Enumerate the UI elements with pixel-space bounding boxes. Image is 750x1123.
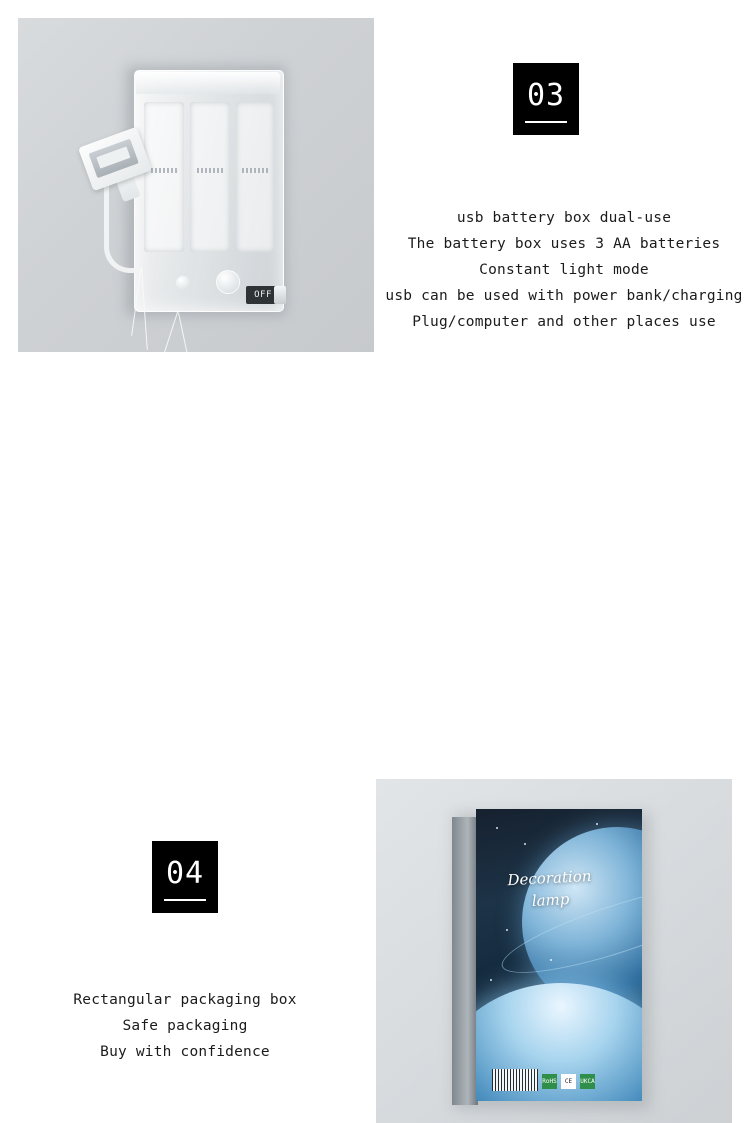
battery-box-screw: [176, 276, 190, 290]
rohs-logo: RoHS: [542, 1074, 557, 1089]
battery-box-knob: [216, 270, 240, 294]
section-number-04: 04: [165, 856, 205, 891]
battery-slot: [144, 102, 184, 252]
battery-spring: [242, 168, 268, 173]
battery-slot: [236, 102, 274, 252]
section-03-copy: [378, 205, 750, 335]
battery-box-lid: [136, 72, 280, 94]
section-number-03: 03: [526, 78, 566, 113]
copy-line: Safe packaging: [122, 1018, 248, 1034]
usb-battery-box-photo: [18, 18, 374, 352]
star-icon: [596, 823, 598, 825]
star-icon: [524, 843, 526, 845]
copy-line: Plug/computer and other places use: [412, 314, 716, 330]
section-number-badge-04: [152, 841, 218, 913]
packaging-box-front: [476, 809, 642, 1101]
led-wire: [159, 311, 178, 352]
packaging-box-photo: [376, 779, 732, 1123]
packaging-box-spine: [452, 817, 478, 1105]
star-icon: [490, 979, 492, 981]
led-wire: [178, 313, 191, 352]
badge-underline: [164, 899, 206, 901]
section-03: [0, 0, 750, 385]
battery-spring: [197, 168, 223, 173]
ce-logo: CE: [561, 1074, 576, 1089]
copy-line: usb can be used with power bank/charging: [385, 288, 743, 304]
section-04-copy: [20, 987, 350, 1065]
star-icon: [496, 827, 498, 829]
packaging-title-line-2: lamp: [531, 890, 570, 910]
certification-logos: [542, 1074, 595, 1089]
copy-line: The battery box uses 3 AA batteries: [407, 236, 721, 252]
copy-line: Constant light mode: [479, 262, 649, 278]
star-icon: [506, 929, 508, 931]
star-icon: [550, 959, 552, 961]
ukca-logo: UKCA: [580, 1074, 595, 1089]
section-number-badge-03: [513, 63, 579, 135]
barcode-graphic: [492, 1069, 538, 1091]
copy-line: usb battery box dual-use: [456, 210, 672, 226]
power-switch-label: OFF: [246, 286, 280, 304]
battery-spring: [151, 168, 177, 173]
copy-line: Rectangular packaging box: [73, 992, 297, 1008]
section-04: [0, 385, 750, 1085]
copy-line: Buy with confidence: [100, 1044, 270, 1060]
packaging-box-title: [489, 864, 611, 914]
battery-slot: [190, 102, 230, 252]
power-switch-knob: [274, 286, 286, 304]
packaging-title-line-1: Decoration: [507, 866, 592, 890]
badge-underline: [525, 121, 567, 123]
